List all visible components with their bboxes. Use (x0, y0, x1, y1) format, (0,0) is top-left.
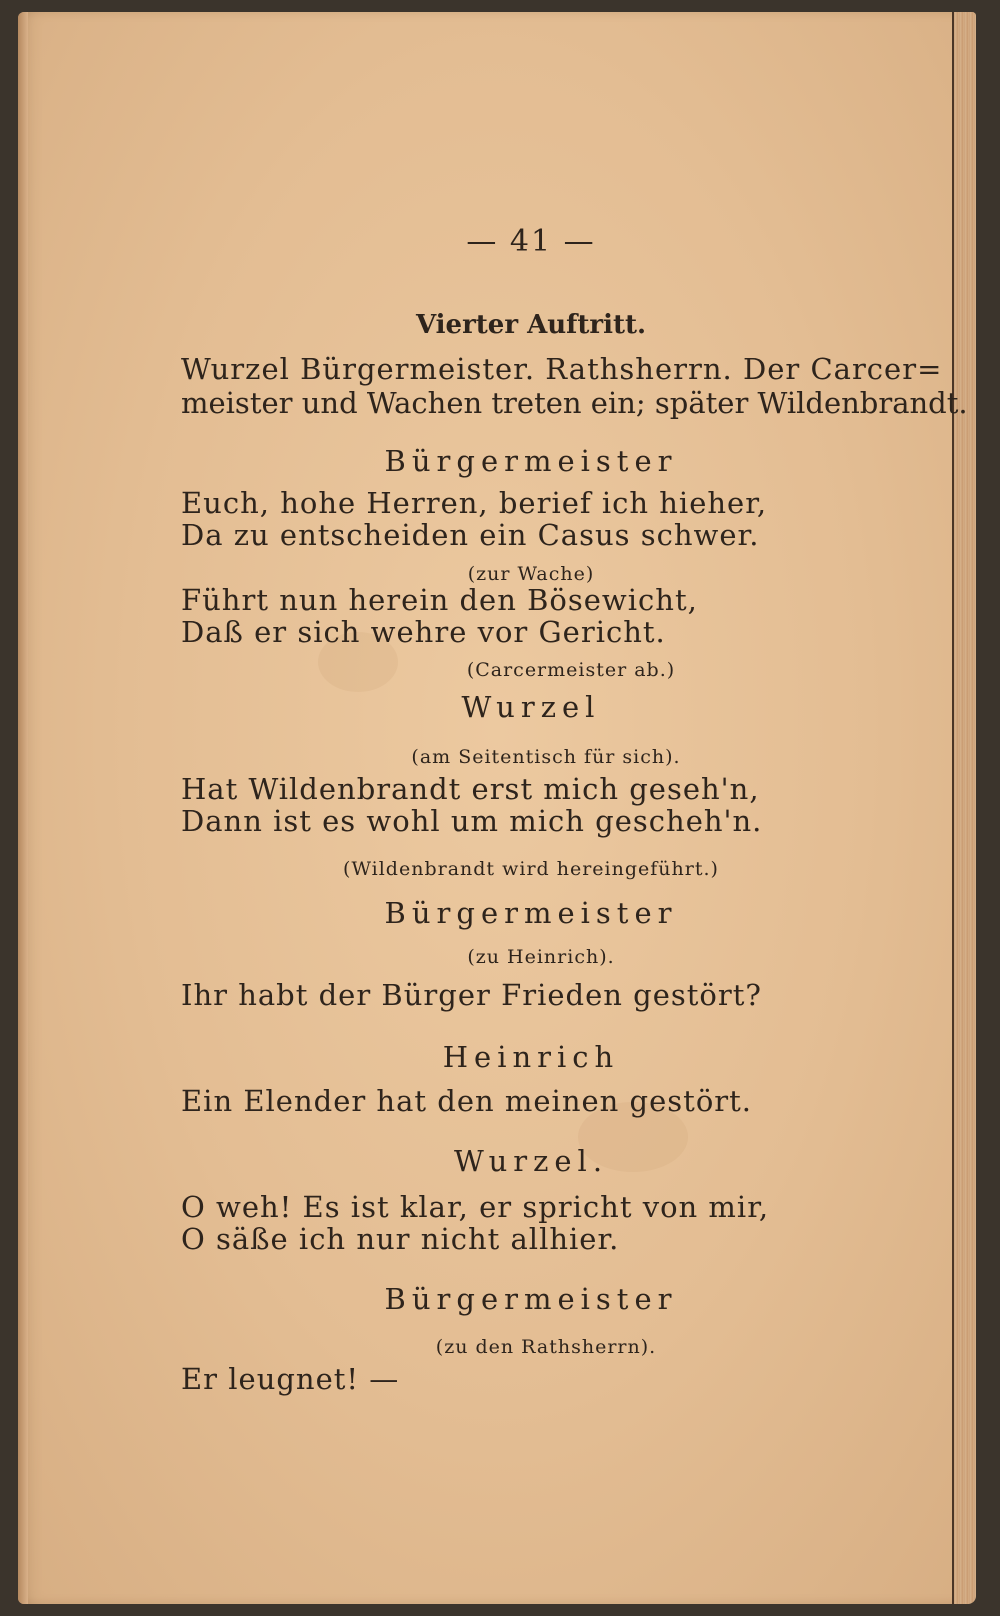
stage-direction: (zur Wache) (467, 563, 595, 585)
speaker-name: Bürgermeister (384, 444, 678, 478)
verse-line: Führt nun herein den Bösewicht, (181, 583, 698, 617)
stage-direction: (am Seitentisch für sich). (411, 746, 681, 768)
page-gutter (18, 12, 28, 1604)
stage-direction: (zu Heinrich). (467, 946, 615, 968)
verse-line: Ihr habt der Bürger Frieden gestört? (181, 978, 762, 1012)
verse-line: Er leugnet! — (181, 1362, 400, 1396)
stage-direction: (zu den Rathsherrn). (435, 1336, 657, 1358)
scene-persons-line: meister und Wachen treten ein; später Wildenbrandt. (181, 386, 968, 420)
speaker-name: Bürgermeister (384, 1282, 678, 1316)
scene-persons-line: Wurzel Bürgermeister. Rathsherrn. Der Carcer= (181, 352, 943, 386)
stage-direction: (Wildenbrandt wird hereingeführt.) (343, 858, 719, 880)
scene-title: Vierter Auftritt. (415, 310, 647, 340)
verse-line: O weh! Es ist klar, er spricht von mir, (181, 1190, 770, 1224)
page-fore-edge (952, 12, 976, 1604)
stage-direction: (Carcermeister ab.) (466, 659, 676, 681)
verse-line: Euch, hohe Herren, berief ich hieher, (181, 486, 768, 520)
verse-line: Daß er sich wehre vor Gericht. (181, 615, 666, 649)
verse-line: Ein Elender hat den meinen gestört. (181, 1084, 753, 1118)
page-number: — 41 — (466, 224, 596, 259)
verse-line: Da zu entscheiden ein Casus schwer. (181, 518, 760, 552)
book-page (18, 12, 976, 1604)
speaker-name: Wurzel. (453, 1144, 609, 1178)
verse-line: Hat Wildenbrandt erst mich geseh'n, (181, 772, 760, 806)
speaker-name: Wurzel (461, 690, 601, 724)
speaker-name: Heinrich (442, 1040, 620, 1074)
verse-line: Dann ist es wohl um mich gescheh'n. (181, 804, 763, 838)
verse-line: O säße ich nur nicht allhier. (181, 1222, 620, 1256)
speaker-name: Bürgermeister (384, 896, 678, 930)
